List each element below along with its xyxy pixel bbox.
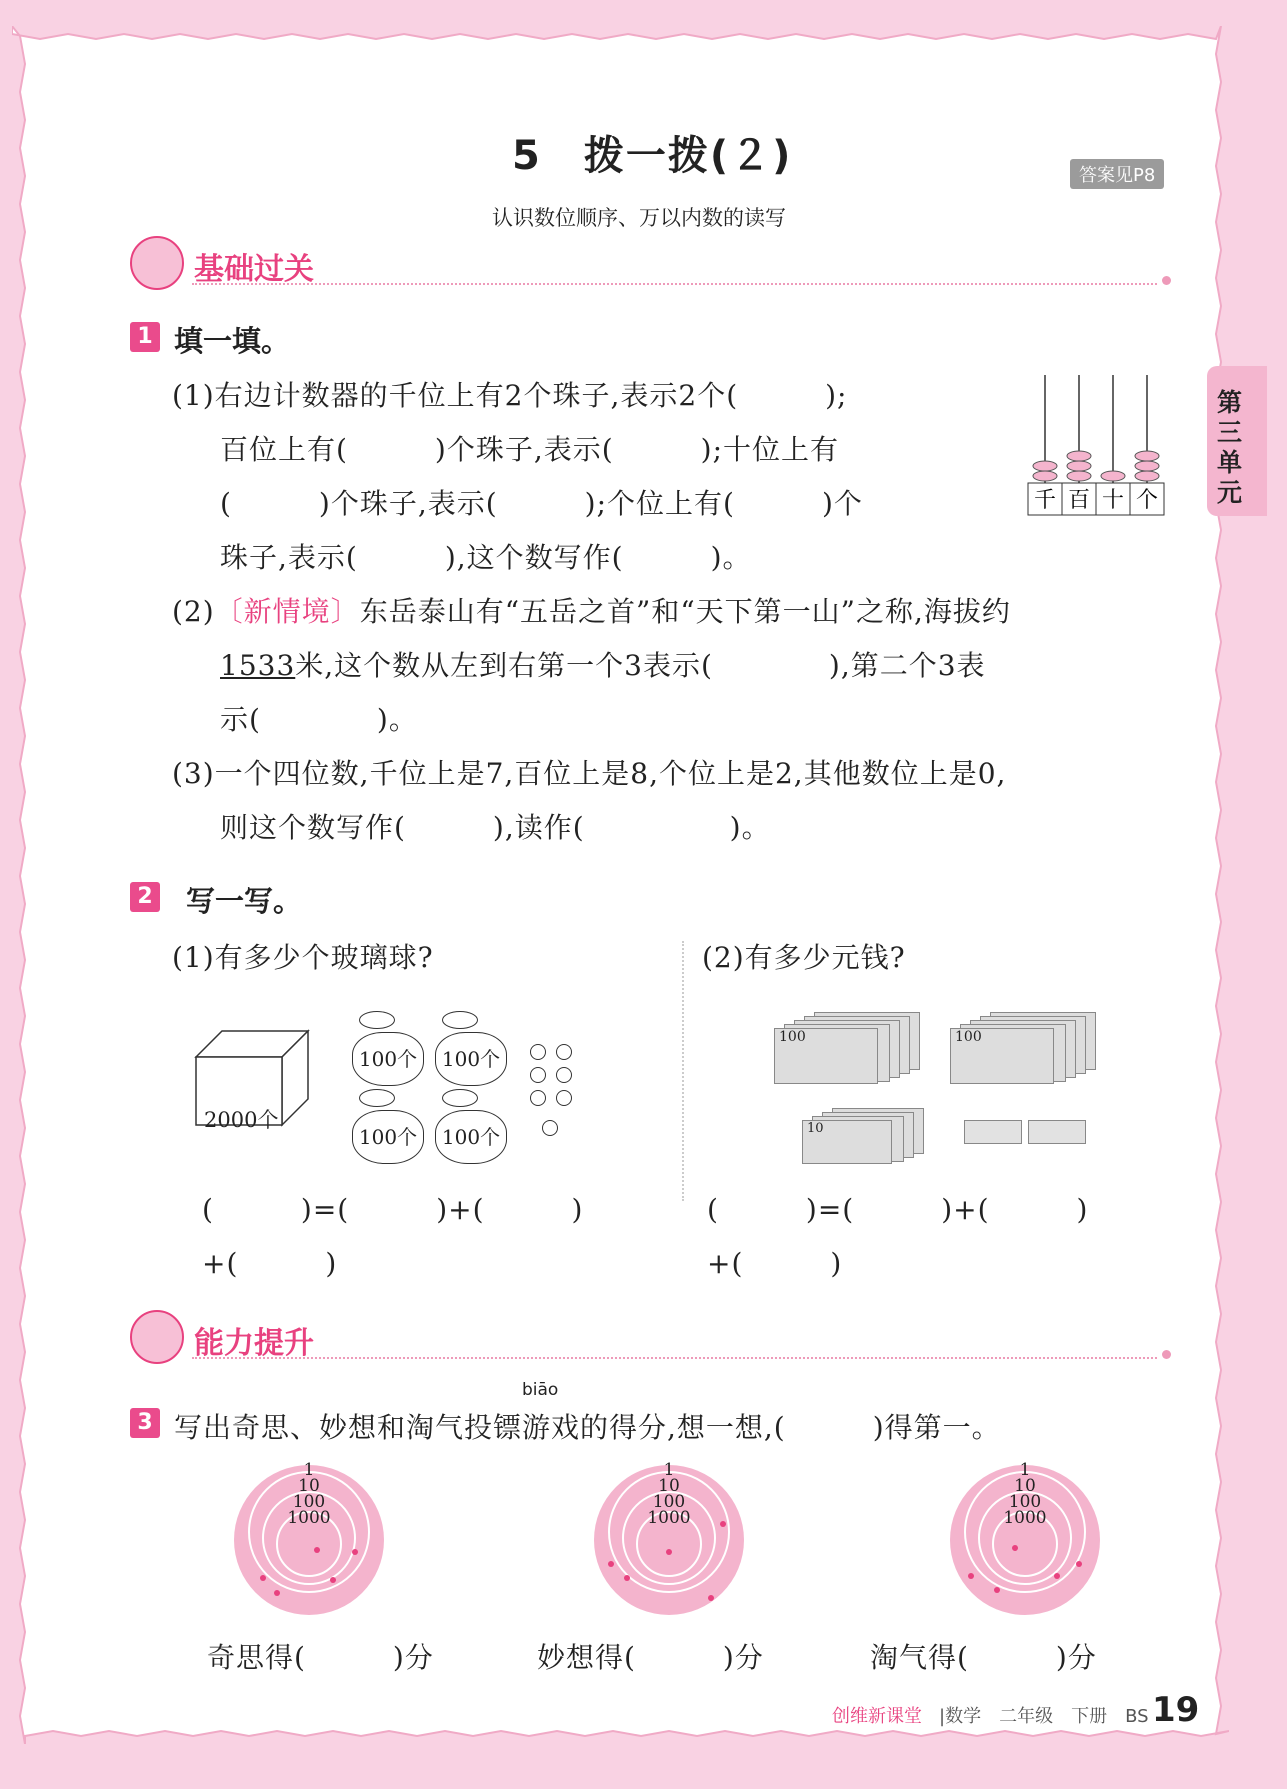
- dart-hit-dot: [274, 1590, 280, 1596]
- dart-hit-dot: [1076, 1561, 1082, 1567]
- q1-line: ( )个珠子,表示( );个位上有( )个: [220, 487, 863, 520]
- marble-bag: 100个: [435, 1032, 507, 1086]
- question-number: 2: [130, 882, 160, 912]
- target-ring-label: 100: [1008, 1492, 1042, 1512]
- banknote-small: [964, 1120, 1022, 1144]
- dart-hit-dot: [708, 1595, 714, 1601]
- section-divider: [192, 1357, 1157, 1359]
- section-heading-advanced: 能力提升: [194, 1326, 314, 1361]
- q1-line: 示( )。: [220, 703, 418, 736]
- section-heading-basic: 基础过关: [194, 252, 314, 287]
- dart-hit-dot: [968, 1573, 974, 1579]
- bag-knot-icon: [359, 1011, 395, 1029]
- score-miaoxiang: 妙想得( )分: [537, 1641, 764, 1674]
- abacus-bead: [1067, 471, 1091, 481]
- abacus-bead: [1101, 471, 1125, 481]
- q1-line: 百位上有( )个珠子,表示( );十位上有: [220, 433, 840, 466]
- target-ring-label: 1: [1019, 1460, 1031, 1480]
- abacus-place-label: 千: [1033, 488, 1057, 513]
- dart-hit-dot: [720, 1521, 726, 1527]
- equation-marbles: ( )=( )+( ): [202, 1193, 584, 1226]
- q1-line: [172, 590, 1011, 630]
- q1-line: (1)右边计数器的千位上有2个珠子,表示2个( );: [172, 379, 848, 412]
- abacus-bead: [1135, 451, 1159, 461]
- page-title: 5 拨一拨(２): [512, 133, 793, 179]
- question-title: 填一填。: [174, 324, 291, 358]
- banknote-small: [1028, 1120, 1086, 1144]
- page-subtitle: 认识数位顺序、万以内数的读写: [492, 206, 786, 230]
- divider-dot-icon: [1162, 1350, 1171, 1359]
- marble-icon: [530, 1067, 546, 1083]
- context-tag: 〔新情境〕: [214, 595, 360, 628]
- q1-line: (3)一个四位数,千位上是7,百位上是8,个位上是2,其他数位上是0,: [172, 757, 1007, 790]
- bag-knot-icon: [442, 1089, 478, 1107]
- altitude-number: 1533: [220, 649, 296, 682]
- abacus-place-label: 百: [1067, 488, 1091, 513]
- unit-tab-label: 第三单元: [1217, 388, 1243, 507]
- dart-target-miaoxiang: [594, 1460, 744, 1615]
- target-ring-label: 100: [652, 1492, 686, 1512]
- q1-text: 东岳泰山有“五岳之首”和“天下第一山”之称,海拔约: [359, 595, 1011, 628]
- divider-dot-icon: [1162, 276, 1171, 285]
- equation-money-cont: +( ): [707, 1247, 843, 1280]
- banknote-10: 10: [802, 1120, 892, 1164]
- q2-part1-title: (1)有多少个玻璃球?: [172, 941, 434, 974]
- equation-money: ( )=( )+( ): [707, 1193, 1089, 1226]
- q1-line: 则这个数写作( ),读作( )。: [220, 811, 771, 844]
- target-ring-label: 100: [292, 1492, 326, 1512]
- page-number: 19: [1152, 1690, 1200, 1730]
- abacus-drawing: [1018, 371, 1168, 521]
- dart-hit-dot: [260, 1575, 266, 1581]
- page: [12, 26, 1243, 1744]
- column-divider: [682, 941, 684, 1201]
- target-ring-label: 1000: [647, 1508, 691, 1528]
- bag-knot-icon: [442, 1011, 478, 1029]
- dart-hit-dot: [608, 1561, 614, 1567]
- marble-icon: [530, 1044, 546, 1060]
- q2-part2-title: (2)有多少元钱?: [702, 941, 906, 974]
- dart-hit-dot: [314, 1547, 320, 1553]
- abacus-bead: [1135, 471, 1159, 481]
- part-prefix: (2): [172, 595, 215, 628]
- target-ring-label: 1: [303, 1460, 315, 1480]
- question-title: 写出奇思、妙想和淘气投镖游戏的得分,想一想,( )得第一。: [174, 1411, 1001, 1444]
- dart-hit-dot: [1054, 1573, 1060, 1579]
- dart-target-taoqi: [950, 1460, 1100, 1615]
- answer-reference-badge: 答案见P8: [1070, 159, 1164, 189]
- score-taoqi: 淘气得( )分: [870, 1641, 1097, 1674]
- marble-icon: [556, 1044, 572, 1060]
- mascot-icon: [130, 236, 184, 290]
- section-divider: [192, 283, 1157, 285]
- abacus-bead: [1067, 451, 1091, 461]
- equation-marbles-cont: +( ): [202, 1247, 338, 1280]
- question-number: 3: [130, 1408, 160, 1438]
- question-number: 1: [130, 322, 160, 352]
- marble-icon: [530, 1090, 546, 1106]
- dart-hit-dot: [666, 1549, 672, 1555]
- marble-icon: [556, 1067, 572, 1083]
- q1-text: 米,这个数从左到右第一个3表示( ),第二个3表: [295, 649, 986, 682]
- abacus-bead: [1135, 461, 1159, 471]
- mascot-icon: [130, 1310, 184, 1364]
- dart-hit-dot: [330, 1577, 336, 1583]
- marble-bag: 100个: [352, 1110, 424, 1164]
- footer-book-info: |数学 二年级 下册 BS: [939, 1706, 1149, 1727]
- dart-target-qisi: [234, 1460, 384, 1615]
- unit-tab: [1207, 366, 1267, 516]
- pinyin-annotation: biāo: [522, 1380, 559, 1400]
- dart-hit-dot: [352, 1549, 358, 1555]
- banknote-100: 100: [950, 1028, 1054, 1084]
- abacus-bead: [1033, 461, 1057, 471]
- marble-icon: [542, 1120, 558, 1136]
- q1-line: [220, 644, 986, 684]
- abacus-place-label: 个: [1135, 488, 1159, 513]
- marble-bag: 100个: [352, 1032, 424, 1086]
- dart-hit-dot: [1012, 1545, 1018, 1551]
- score-qisi: 奇思得( )分: [207, 1641, 434, 1674]
- target-ring-label: 1: [663, 1460, 675, 1480]
- q1-line: 珠子,表示( ),这个数写作( )。: [220, 541, 752, 574]
- target-ring-label: 10: [298, 1476, 320, 1496]
- marble-bag: 100个: [435, 1110, 507, 1164]
- target-ring-label: 10: [1014, 1476, 1036, 1496]
- target-ring-label: 10: [658, 1476, 680, 1496]
- banknote-100: 100: [774, 1028, 878, 1084]
- abacus: [1018, 371, 1168, 521]
- marble-icon: [556, 1090, 572, 1106]
- abacus-place-label: 十: [1101, 488, 1125, 513]
- bag-knot-icon: [359, 1089, 395, 1107]
- dart-hit-dot: [994, 1587, 1000, 1593]
- dart-hit-dot: [624, 1575, 630, 1581]
- marble-box-label: 2000个: [204, 1108, 279, 1132]
- question-title: 写一写。: [186, 884, 303, 918]
- abacus-bead: [1067, 461, 1091, 471]
- target-ring-label: 1000: [287, 1508, 331, 1528]
- abacus-bead: [1033, 471, 1057, 481]
- footer-brand: 创维新课堂: [832, 1706, 922, 1727]
- target-ring-label: 1000: [1003, 1508, 1047, 1528]
